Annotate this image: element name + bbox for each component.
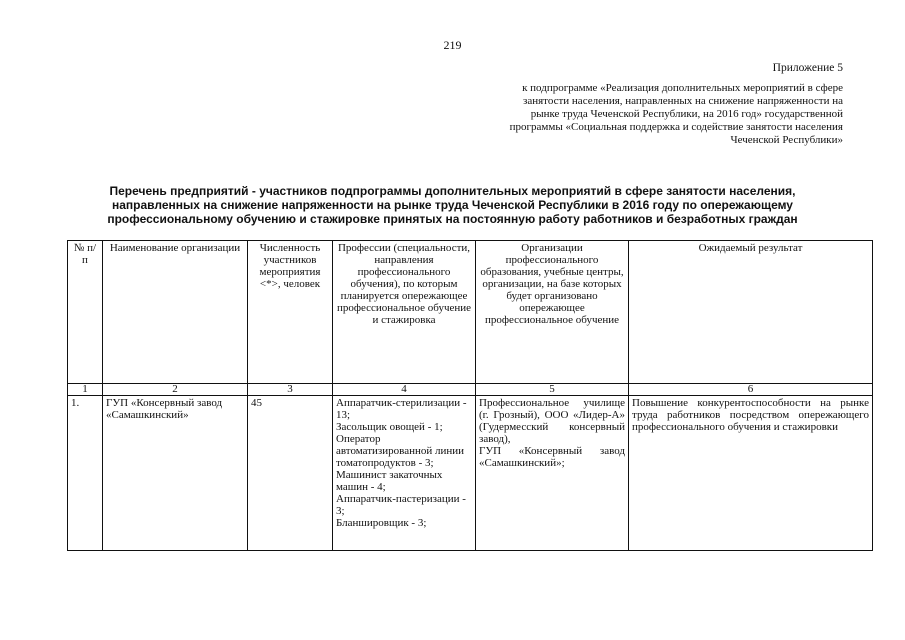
training-org-item: Профессиональное училище (г. Грозный), ООО «Лидер-А» (Гудермесский консервный завод), [479, 397, 625, 445]
heading-line: направленных на снижение напряженности на рынке труда Чеченской Республики в 2016 году по опережающему [112, 198, 793, 212]
profession-item: Засольщик овощей - 1; [336, 421, 443, 433]
appendix-note: к подпрограмме «Реализация дополнительных мероприятий в сфере занятости населения, направленных на снижение напряженности на рынке труда Чеченской Республики, на 2016 год» государственной программы «Социальная поддержка и содействие занятости населения Чеченской Республики» [509, 82, 843, 146]
appendix-title: Приложение 5 [772, 62, 843, 74]
column-number: 6 [629, 384, 873, 396]
document-heading [64, 184, 841, 226]
heading-line: профессиональному обучению и стажировке принятых на постоянную работу работников и безработных граждан [107, 212, 798, 226]
header-expected-result: Ожидаемый результат [629, 241, 873, 384]
table-row [68, 396, 873, 551]
profession-item: Бланшировщик - 3; [336, 517, 427, 529]
row-participants: 45 [248, 396, 333, 551]
header-participants: Численность участников мероприятия <*>, человек [248, 241, 333, 384]
profession-item: Аппаратчик-пастеризации - 3; [336, 493, 466, 517]
row-training-organizations [476, 396, 629, 551]
header-professions: Профессии (специальности, направления профессионального обучения), по которым планируется опережающее профессиональное обучение и стажировка [333, 241, 476, 384]
column-number-row [68, 384, 873, 396]
column-number: 2 [103, 384, 248, 396]
table-header-row [68, 241, 873, 384]
row-number: 1. [68, 396, 103, 551]
heading-line: Перечень предприятий - участников подпрограммы дополнительных мероприятий в сфере занятости населения, [109, 184, 796, 198]
enterprises-table [67, 240, 873, 551]
row-organization: ГУП «Консервный завод «Самашкинский» [103, 396, 248, 551]
profession-item: Аппаратчик-стерилизации - 13; [336, 397, 467, 421]
profession-item: Оператор автоматизированной линии томатопродуктов - 3; [336, 433, 465, 469]
row-professions [333, 396, 476, 551]
column-number: 1 [68, 384, 103, 396]
column-number: 5 [476, 384, 629, 396]
header-organization: Наименование организации [103, 241, 248, 384]
header-training-organizations: Организации профессионального образования, учебные центры, организации, на базе которых будет организовано опережающее профессиональное обучение [476, 241, 629, 384]
row-expected-result: Повышение конкурентоспособности на рынке труда работников посредством опережающего профессионального обучения и стажировки [629, 396, 873, 551]
training-org-item: ГУП «Консервный завод «Самашкинский»; [479, 445, 625, 469]
header-number: № п/п [68, 241, 103, 384]
page-number: 219 [443, 38, 462, 52]
profession-item: Машинист закаточных машин - 4; [336, 469, 443, 493]
column-number: 3 [248, 384, 333, 396]
column-number: 4 [333, 384, 476, 396]
